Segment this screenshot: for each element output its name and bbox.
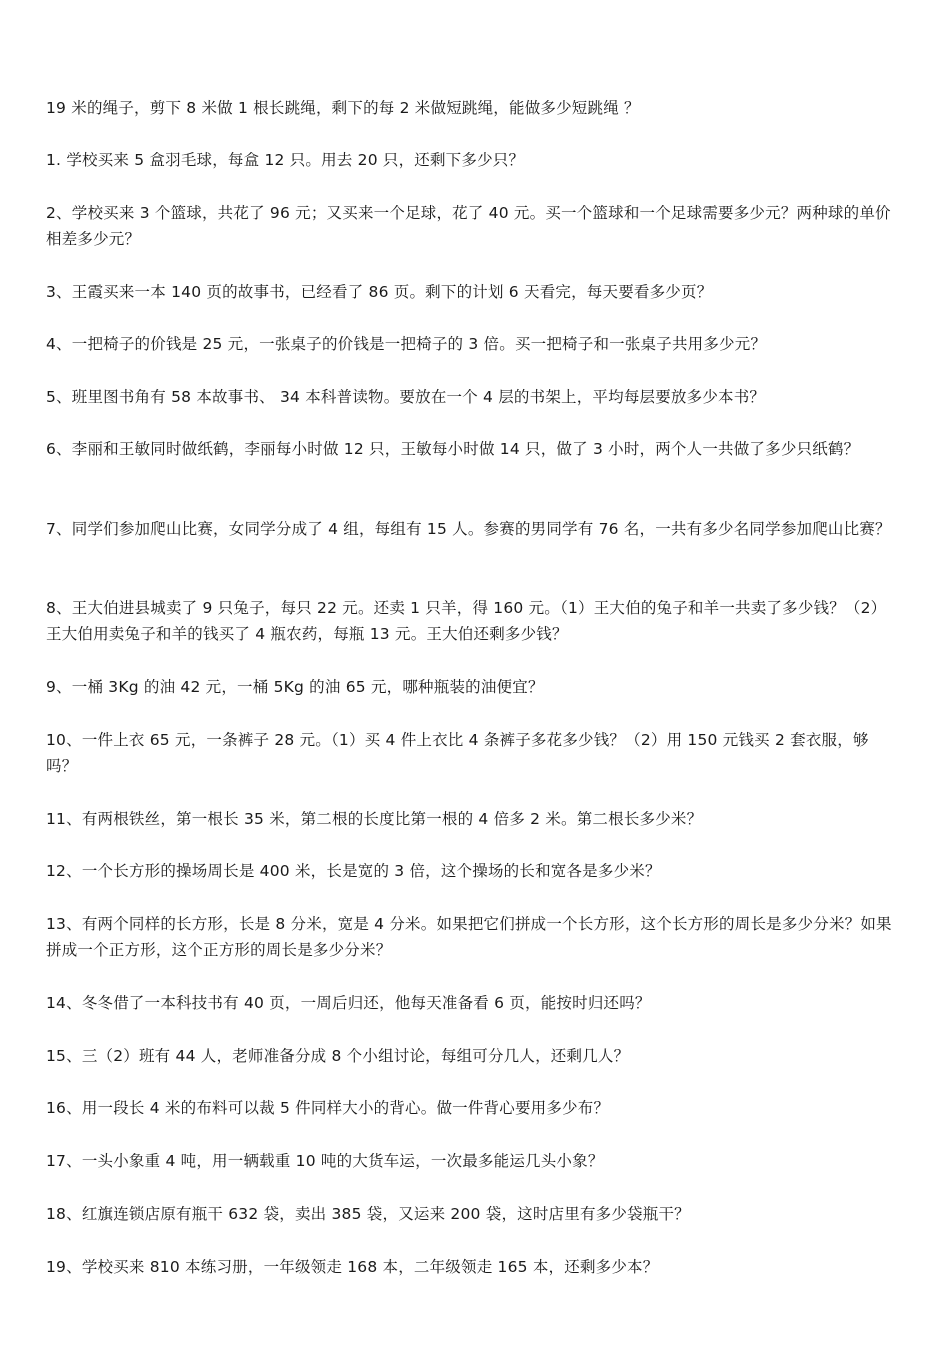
problem-12: 12、一个长方形的操场周长是 400 米，长是宽的 3 倍，这个操场的长和宽各是多少米？ bbox=[46, 862, 661, 880]
problem-15: 15、三（2）班有 44 人，老师准备分成 8 个小组讨论，每组可分几人，还剩几人？ bbox=[46, 1047, 630, 1065]
problem-6: 6、李丽和王敏同时做纸鹤，李丽每小时做 12 只，王敏每小时做 14 只，做了 3 小时，两个人一共做了多少只纸鹤？ bbox=[46, 440, 860, 458]
problem-5: 5、班里图书角有 58 本故事书、 34 本科普读物。要放在一个 4 层的书架上，平均每层要放多少本书？ bbox=[46, 388, 766, 406]
problem-19: 19、学校买来 810 本练习册，一年级领走 168 本，二年级领走 165 本，还剩多少本？ bbox=[46, 1258, 659, 1276]
problem-18: 18、红旗连锁店原有瓶干 632 袋，卖出 385 袋，又运来 200 袋，这时店里有多少袋瓶干？ bbox=[46, 1205, 690, 1223]
problem-10: 10、一件上衣 65 元，一条裤子 28 元。（1）买 4 件上衣比 4 条裤子多花多少钱？（2）用 150 元钱买 2 套衣服，够吗？ bbox=[46, 731, 869, 775]
problem-13: 13、有两个同样的长方形，长是 8 分米，宽是 4 分米。如果把它们拼成一个长方形，这个长方形的周长是多少分米？如果拼成一个正方形，这个正方形的周长是多少分米？ bbox=[46, 915, 892, 959]
problem-8: 8、王大伯进县城卖了 9 只兔子，每只 22 元。还卖 1 只羊，得 160 元。（1）王大伯的兔子和羊一共卖了多少钱？（2）王大伯用卖兔子和羊的钱买了 4 瓶农药，每瓶 13 元。王大伯还剩多少钱？ bbox=[46, 599, 887, 643]
problem-11: 11、有两根铁丝，第一根长 35 米，第二根的长度比第一根的 4 倍多 2 米。第二根长多少米？ bbox=[46, 810, 703, 828]
problem-9: 9、一桶 3Kg 的油 42 元，一桶 5Kg 的油 65 元，哪种瓶装的油便宜？ bbox=[46, 678, 544, 696]
problem-3: 3、王霞买来一本 140 页的故事书，已经看了 86 页。剩下的计划 6 天看完，每天要看多少页？ bbox=[46, 283, 713, 301]
problem-16: 16、用一段长 4 米的布料可以裁 5 件同样大小的背心。做一件背心要用多少布？ bbox=[46, 1099, 610, 1117]
problem-17: 17、一头小象重 4 吨，用一辆载重 10 吨的大货车运，一次最多能运几头小象？ bbox=[46, 1152, 604, 1170]
problem-4: 4、一把椅子的价钱是 25 元，一张桌子的价钱是一把椅子的 3 倍。买一把椅子和一张桌子共用多少元？ bbox=[46, 335, 767, 353]
problem-14: 14、冬冬借了一本科技书有 40 页，一周后归还，他每天准备看 6 页，能按时归还吗？ bbox=[46, 994, 651, 1012]
problem-intro: 19 米的绳子，剪下 8 米做 1 根长跳绳，剩下的每 2 米做短跳绳，能做多少短跳绳 ？ bbox=[46, 99, 640, 117]
problem-7: 7、同学们参加爬山比赛，女同学分成了 4 组，每组有 15 人。参赛的男同学有 76 名，一共有多少名同学参加爬山比赛？ bbox=[46, 520, 891, 538]
problem-1: 1. 学校买来 5 盒羽毛球，每盒 12 只。用去 20 只，还剩下多少只？ bbox=[46, 151, 525, 169]
problem-2: 2、学校买来 3 个篮球，共花了 96 元；又买来一个足球，花了 40 元。买一个篮球和一个足球需要多少元？两种球的单价相差多少元？ bbox=[46, 204, 891, 248]
